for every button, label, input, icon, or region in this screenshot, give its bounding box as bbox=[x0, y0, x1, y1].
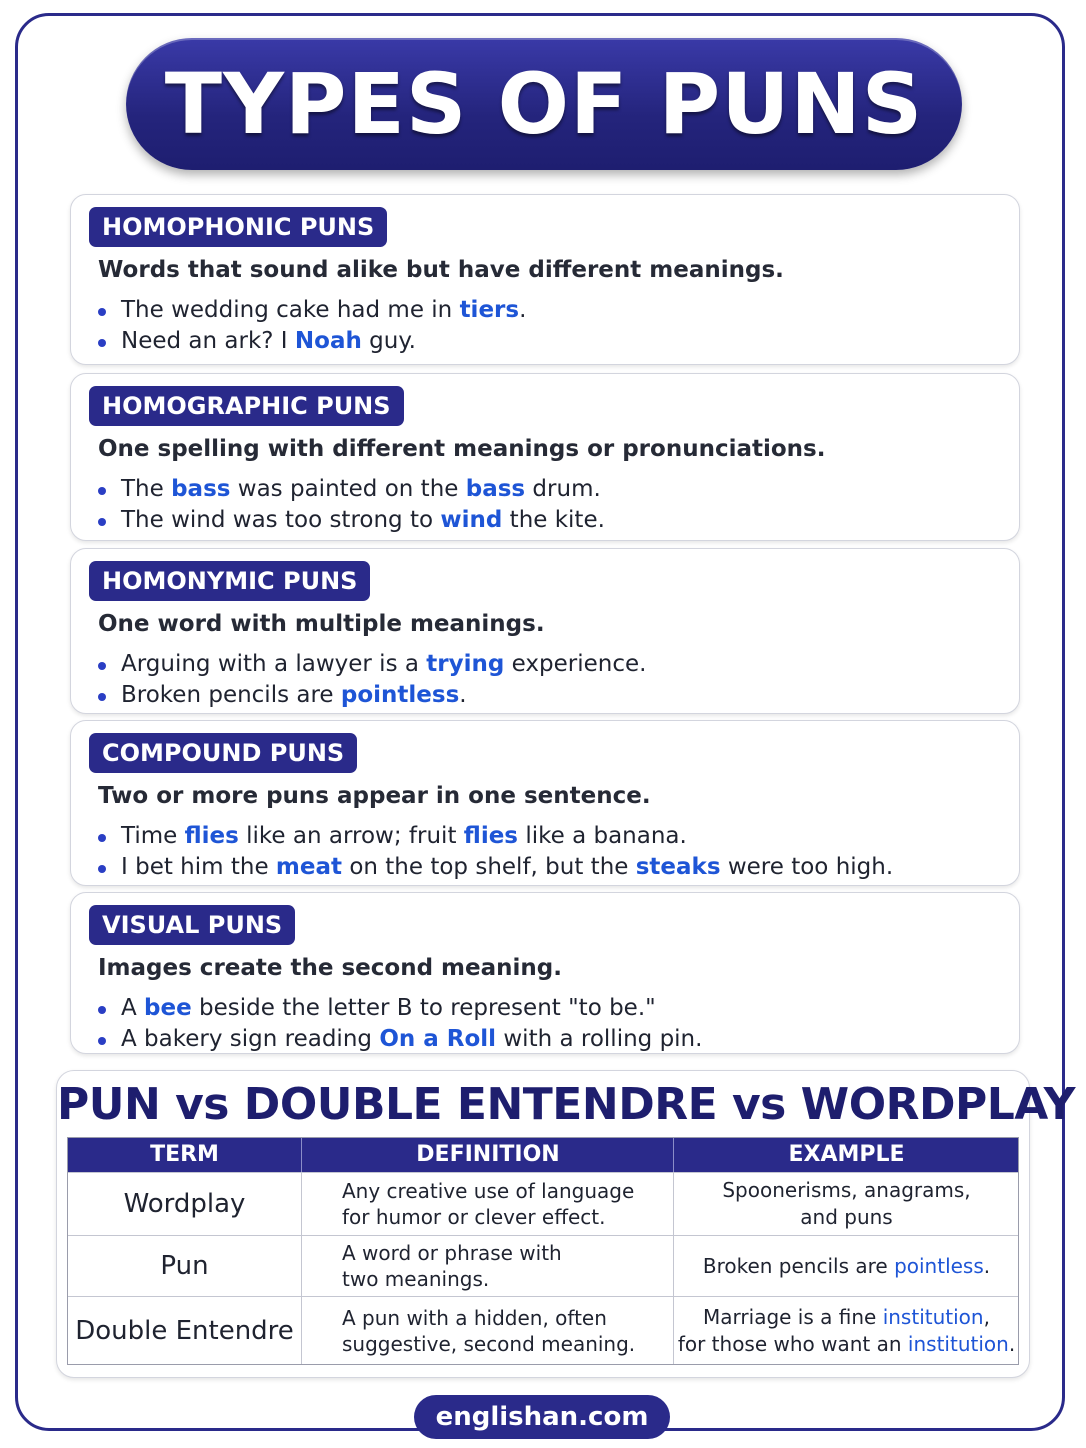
text-run: . bbox=[519, 297, 527, 323]
example-item bbox=[97, 474, 605, 505]
text-run: like a banana. bbox=[518, 823, 687, 849]
highlighted-word: institution bbox=[907, 1331, 1009, 1356]
comparison-panel bbox=[56, 1070, 1075, 1378]
highlighted-word: steaks bbox=[635, 854, 721, 880]
table-row bbox=[68, 1235, 1018, 1296]
pun-type-card bbox=[70, 194, 1020, 365]
definition-line: Any creative use of language bbox=[342, 1179, 635, 1203]
text-run: Arguing with a lawyer is a bbox=[121, 651, 427, 677]
example-line bbox=[722, 1177, 970, 1204]
header-example: EXAMPLE bbox=[673, 1138, 1019, 1172]
definition-text bbox=[342, 1240, 562, 1292]
pun-type-card bbox=[70, 892, 1020, 1054]
footer-site-badge: englishan.com bbox=[414, 1395, 670, 1439]
highlighted-word: pointless bbox=[894, 1253, 984, 1278]
example-text bbox=[703, 1253, 990, 1280]
example-cell bbox=[673, 1297, 1019, 1364]
highlighted-word: On a Roll bbox=[379, 1026, 497, 1052]
definition-cell bbox=[301, 1173, 673, 1235]
text-run: I bet him the bbox=[121, 854, 276, 880]
highlighted-word: wind bbox=[440, 507, 503, 533]
pun-type-label: HOMONYMIC PUNS bbox=[89, 561, 370, 601]
example-list bbox=[97, 474, 605, 536]
text-run: A bakery sign reading bbox=[121, 1026, 380, 1052]
example-item bbox=[97, 821, 893, 852]
example-item bbox=[97, 993, 702, 1024]
example-item bbox=[97, 852, 893, 883]
table-row bbox=[68, 1296, 1018, 1364]
definition-line: A word or phrase with bbox=[342, 1241, 562, 1265]
pun-type-label: HOMOGRAPHIC PUNS bbox=[89, 386, 404, 426]
text-run: The wedding cake had me in bbox=[121, 297, 460, 323]
text-run: on the top shelf, but the bbox=[342, 854, 636, 880]
text-run: Spoonerisms, anagrams, bbox=[722, 1178, 971, 1202]
term-cell: Wordplay bbox=[123, 1189, 246, 1219]
example-item bbox=[97, 326, 526, 357]
text-run: beside the letter B to represent "to be." bbox=[191, 995, 656, 1021]
highlighted-word: trying bbox=[426, 651, 505, 677]
header-term: TERM bbox=[150, 1142, 219, 1167]
highlighted-word: bass bbox=[171, 476, 231, 502]
page-title: TYPES OF PUNS bbox=[164, 55, 924, 153]
pun-type-card bbox=[70, 548, 1020, 714]
highlighted-word: pointless bbox=[340, 682, 460, 708]
text-run: Time bbox=[121, 823, 185, 849]
pun-type-card bbox=[70, 373, 1020, 541]
text-run: experience. bbox=[504, 651, 647, 677]
pun-type-description: Images create the second meaning. bbox=[98, 955, 562, 981]
example-list bbox=[97, 821, 893, 883]
pun-type-label: VISUAL PUNS bbox=[89, 905, 295, 945]
definition-text bbox=[342, 1305, 635, 1357]
text-run: . bbox=[459, 682, 467, 708]
pun-type-description: One spelling with different meanings or pronunciations. bbox=[98, 436, 826, 462]
example-item bbox=[97, 680, 646, 711]
definition-line: A pun with a hidden, often bbox=[342, 1305, 607, 1330]
example-list bbox=[97, 649, 646, 711]
definition-cell bbox=[301, 1297, 673, 1364]
text-run: Need an ark? I bbox=[121, 328, 295, 354]
term-cell: Pun bbox=[160, 1251, 209, 1281]
text-run: . bbox=[983, 1253, 991, 1278]
definition-cell bbox=[301, 1236, 673, 1296]
example-line bbox=[678, 1304, 1015, 1331]
table-row bbox=[68, 1172, 1018, 1235]
example-item bbox=[97, 649, 646, 680]
highlighted-word: institution bbox=[882, 1304, 984, 1329]
pun-type-description: Two or more puns appear in one sentence. bbox=[98, 783, 651, 809]
example-list bbox=[97, 993, 702, 1055]
example-text bbox=[678, 1304, 1015, 1358]
pun-type-card bbox=[70, 720, 1020, 886]
term-cell: Double Entendre bbox=[75, 1315, 294, 1346]
definition-line: two meanings. bbox=[342, 1267, 490, 1291]
example-line bbox=[678, 1331, 1015, 1358]
pun-type-label: COMPOUND PUNS bbox=[89, 733, 357, 773]
highlighted-word: bass bbox=[465, 476, 526, 502]
text-run: The wind was too strong to bbox=[121, 507, 441, 533]
header-definition: DEFINITION bbox=[301, 1138, 674, 1172]
text-run: for those who want an bbox=[677, 1331, 908, 1356]
text-run: Marriage is a fine bbox=[703, 1304, 883, 1329]
comparison-table bbox=[67, 1137, 1019, 1365]
example-line bbox=[703, 1253, 990, 1280]
pun-type-label: HOMOPHONIC PUNS bbox=[89, 207, 387, 247]
highlighted-word: tiers bbox=[459, 297, 520, 323]
text-run: and puns bbox=[800, 1205, 893, 1229]
definition-line: for humor or clever effect. bbox=[342, 1205, 606, 1229]
text-run: guy. bbox=[361, 328, 416, 354]
table-header bbox=[68, 1138, 1018, 1172]
highlighted-word: flies bbox=[184, 823, 239, 849]
example-cell bbox=[673, 1173, 1019, 1235]
example-line bbox=[722, 1204, 970, 1231]
pun-type-description: One word with multiple meanings. bbox=[98, 611, 545, 637]
text-run: Broken pencils are bbox=[121, 682, 341, 708]
highlighted-word: flies bbox=[463, 823, 519, 849]
text-run: . bbox=[1008, 1331, 1016, 1356]
highlighted-word: meat bbox=[275, 854, 343, 880]
text-run: A bbox=[121, 995, 145, 1021]
text-run: was painted on the bbox=[230, 476, 466, 502]
definition-text bbox=[342, 1178, 634, 1230]
highlighted-word: bee bbox=[144, 995, 192, 1021]
example-text bbox=[722, 1177, 970, 1231]
definition-line: suggestive, second meaning. bbox=[342, 1331, 636, 1356]
title-banner bbox=[126, 38, 962, 170]
text-run: with a rolling pin. bbox=[496, 1026, 703, 1052]
text-run: , bbox=[983, 1304, 990, 1329]
text-run: the kite. bbox=[502, 507, 605, 533]
example-cell bbox=[673, 1236, 1019, 1296]
example-list bbox=[97, 295, 526, 357]
example-item bbox=[97, 295, 526, 326]
pun-type-description: Words that sound alike but have different meanings. bbox=[98, 257, 784, 283]
example-item bbox=[97, 505, 605, 536]
highlighted-word: Noah bbox=[294, 328, 362, 354]
text-run: drum. bbox=[525, 476, 601, 502]
text-run: like an arrow; fruit bbox=[238, 823, 464, 849]
comparison-title: PUN vs DOUBLE ENTENDRE vs WORDPLAY bbox=[57, 1079, 1075, 1130]
text-run: The bbox=[121, 476, 172, 502]
text-run: Broken pencils are bbox=[702, 1253, 895, 1278]
example-item bbox=[97, 1024, 702, 1055]
text-run: were too high. bbox=[720, 854, 894, 880]
